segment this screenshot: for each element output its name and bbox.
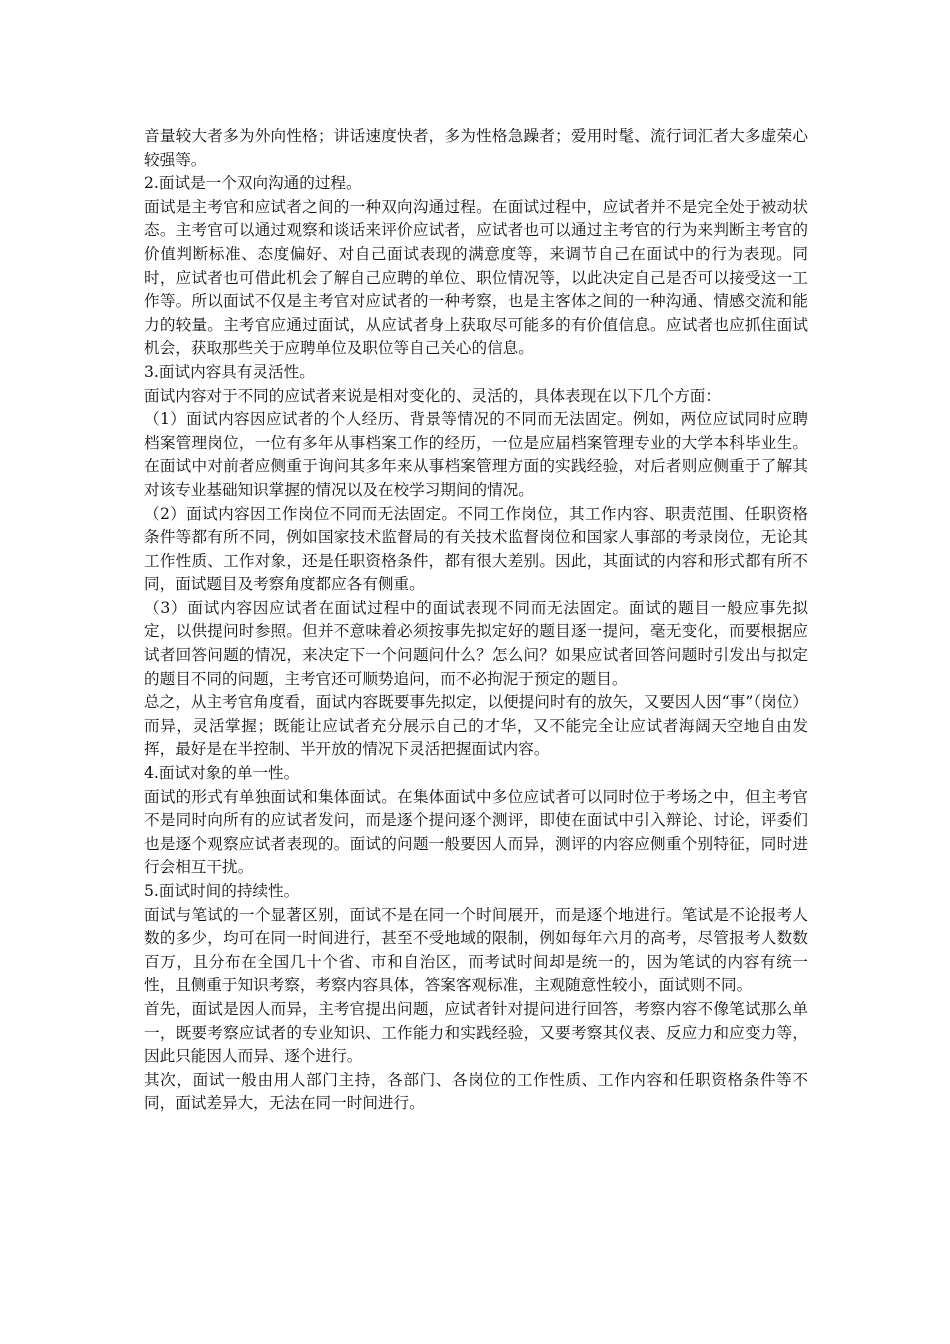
list-item-paragraph: （1）面试内容因应试者的个人经历、背景等情况的不同而无法固定。例如，两位应试同时应聘档案管理岗位，一位有多年从事档案工作的经历，一位是应届档案管理专业的大学本科毕业生。在面试中对前者应侧重于询问其多年来从事档案管理方面的实践经验，对后者则应侧重于了解其对该专业基础知识掌握的情况以及在校学习期间的情况。 [144,410,808,499]
section-heading: 2.面试是一个双向沟通的过程。 [144,174,362,193]
paragraph: 首先，面试是因人而异，主考官提出问题，应试者针对提问进行回答，考察内容不像笔试那么单一，既要考察应试者的专业知识、工作能力和实践经验，又要考察其仪表、反应力和应变力等，因此只能因人而异、逐个进行。 [144,999,808,1066]
document-body [144,125,808,1116]
paragraph: 面试内容对于不同的应试者来说是相对变化的、灵活的，具体表现在以下几个方面： [144,386,721,405]
paragraph: 面试是主考官和应试者之间的一种双向沟通过程。在面试过程中，应试者并不是完全处于被动状态。主考官可以通过观察和谈话来评价应试者，应试者也可以通过主考官的行为来判断主考官的价值判断标准、态度偏好、对自己面试表现的满意度等，来调节自己在面试中的行为表现。同时，应试者也可借此机会了解自己应聘的单位、职位情况等，以此决定自己是否可以接受这一工作等。所以面试不仅是主考官对应试者的一种考察，也是主客体之间的一种沟通、情感交流和能力的较量。主考官应通过面试，从应试者身上获取尽可能多的有价值信息。应试者也应抓住面试机会，获取那些关于应聘单位及职位等自己关心的信息。 [144,197,808,358]
section-heading: 3.面试内容具有灵活性。 [144,362,315,381]
list-item-paragraph: （3）面试内容因应试者在面试过程中的面试表现不同而无法固定。面试的题目一般应事先拟定，以供提问时参照。但并不意味着必须按事先拟定好的题目逐一提问，毫无变化，而要根据应试者回答问题的情况，来决定下一个问题问什么？怎么问？如果应试者回答问题时引发出与拟定的题目不同的问题，主考官还可顺势追问，而不必拘泥于预定的题目。 [144,598,808,688]
paragraph: 其次，面试一般由用人部门主持，各部门、各岗位的工作性质、工作内容和任职资格条件等不同，面试差异大，无法在同一时间进行。 [144,1070,808,1113]
paragraph: 面试的形式有单独面试和集体面试。在集体面试中多位应试者可以同时位于考场之中，但主考官不是同时向所有的应试者发问，而是逐个提问逐个测评，即使在面试中引入辩论、讨论，评委们也是逐个观察应试者表现的。面试的问题一般要因人而异，测评的内容应侧重个别特征，同时进行会相互干扰。 [144,787,808,877]
list-item-paragraph: （2）面试内容因工作岗位不同而无法固定。不同工作岗位，其工作内容、职责范围、任职资格条件等都有所不同，例如国家技术监督局的有关技术监督岗位和国家人事部的考录岗位，无论其工作性质、工作对象，还是任职资格条件，都有很大差别。因此，其面试的内容和形式都有所不同，面试题目及考察角度都应各有侧重。 [144,504,808,594]
section-heading: 5.面试时间的持续性。 [144,882,300,900]
paragraph: 总之，从主考官角度看，面试内容既要事先拟定，以便提问时有的放矢，又要因人因“事”（岗位）而异，灵活掌握；既能让应试者充分展示自己的才华，又不能完全让应试者海阔天空地自由发挥，最好是在半控制、半开放的情况下灵活把握面试内容。 [144,693,808,759]
paragraph: 音量较大者多为外向性格；讲话速度快者，多为性格急躁者；爱用时髦、流行词汇者大多虚荣心较强等。 [144,127,808,169]
paragraph: 面试与笔试的一个显著区别，面试不是在同一个时间展开，而是逐个地进行。笔试是不论报考人数的多少，均可在同一时间进行，甚至不受地域的限制，例如每年六月的高考，尽管报考人数数百万，且分布在全国几十个省、市和自治区，而考试时间却是统一的，因为笔试的内容有统一性，且侧重于知识考察，考察内容具体，答案客观标准，主观随意性较小，面试则不同。 [144,905,808,995]
section-heading: 4.面试对象的单一性。 [144,764,300,783]
